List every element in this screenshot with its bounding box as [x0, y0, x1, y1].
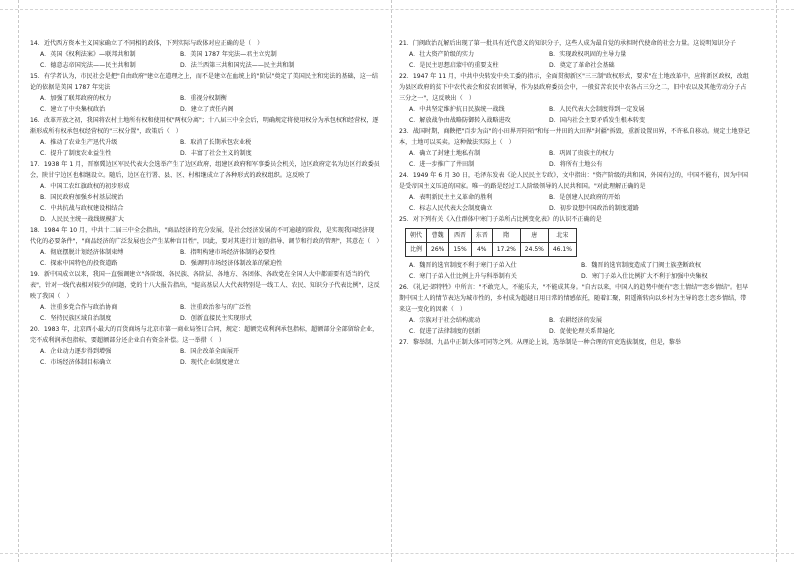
option-c[interactable]: C．建立了中央集权政治	[40, 106, 106, 113]
option-d[interactable]: D．奠定了革命社会基础	[549, 62, 615, 69]
question-25-options	[399, 260, 751, 282]
question-27-stem: 27．黎举制、九品中正制大体可同等之列。从理论上说，选举制是一种合理的官吏选拔制度，但是，黎举	[399, 339, 681, 346]
table-cell: 24.5%	[520, 243, 548, 257]
option-b[interactable]: B．国企改革全面展开	[180, 348, 240, 355]
option-b[interactable]: B．重视分权制衡	[180, 95, 227, 102]
question-18-options	[30, 247, 380, 269]
option-d[interactable]: D．丰富了社会主义的制度	[180, 150, 252, 157]
table-cell: 朝代	[406, 229, 427, 243]
table-cell: 唐	[520, 229, 548, 243]
table-cell: 北宋	[548, 229, 576, 243]
question-20-options	[30, 346, 380, 368]
option-a[interactable]: A．企业动力逐步得到增强	[40, 348, 112, 355]
option-d[interactable]: D．寒门子弟入仕比例扩大不利于加强中央集权	[581, 273, 708, 280]
option-a[interactable]: A．中共坚定维护抗日民族统一战线	[409, 106, 505, 113]
option-d[interactable]: D．强调明市场经济体制改革的紧迫性	[180, 260, 283, 267]
question-21-options	[399, 49, 751, 71]
option-b[interactable]: B．魏晋的选官制度造成了门阀士族垄断政权	[581, 262, 701, 269]
option-a[interactable]: A．宗族对于社会结构流动	[409, 317, 481, 324]
bottom-dashed-border	[0, 553, 794, 554]
left-margin-line	[18, 0, 19, 562]
option-c[interactable]: C．标志人民代表大会制度确立	[409, 205, 493, 212]
question-22-options	[399, 104, 751, 126]
right-margin-line	[776, 0, 777, 562]
option-b[interactable]: B．农耕经济的发展	[549, 317, 602, 324]
option-c[interactable]: C．是民主思想启蒙中的重要支柱	[409, 62, 499, 69]
question-25-table	[405, 228, 577, 257]
option-a[interactable]: A．中国工农红旗政权的初步形成	[40, 183, 130, 190]
question-16-options	[30, 137, 380, 159]
question-22-stem: 22．1947 年 11 月，中共中央转发中央工委的指示，全面贯彻新区"三三制"政权形式，要求"在土地改革中，应将新区政权，改组为县区政府的贫下中农代表会和贫农团领导，作为县政府委员会中，一般贫苦农民中农各占三分之二，旧中农以及其他劳动分子占三分之一"，这反映出（ ）	[399, 73, 749, 102]
option-a[interactable]: A．彻底摆脱计划经济体制束缚	[40, 249, 124, 256]
option-c[interactable]: C．探索中国特色的投资道路	[40, 260, 118, 267]
table-cell: 4%	[471, 243, 492, 257]
option-d[interactable]: D．将所有土地公有	[549, 161, 603, 168]
option-c[interactable]: C．提升了制度农业益生性	[40, 150, 112, 157]
table-cell: 东晋	[471, 229, 492, 243]
table-cell: 西晋	[449, 229, 471, 243]
table-header-row	[406, 229, 577, 243]
question-17-options	[30, 181, 380, 225]
option-d[interactable]: D．促使伦理关系普遍化	[549, 328, 615, 335]
question-26-options	[399, 315, 751, 337]
table-cell: 比例	[406, 243, 427, 257]
question-24-options	[399, 192, 751, 214]
option-b[interactable]: B．美国 1787 年宪法—君主立宪制	[180, 51, 277, 58]
option-d[interactable]: D．人民民主统一战线规模扩大	[40, 216, 124, 223]
question-23-options	[399, 148, 751, 170]
table-row	[406, 243, 577, 257]
question-15-stem: 15．有学者认为，市民社会是把"自由政府"建立在道理之上，而不是建立在血统上的"阶层"奠定了美国民主和宪法的基础，这一结论的依据是美国 1787 年宪法	[30, 73, 379, 91]
option-d[interactable]: D．初步设想中国政治的制度道路	[549, 205, 640, 212]
option-b[interactable]: B．国民政府加强乡村基层统治	[40, 194, 124, 201]
table-cell: 曹魏	[427, 229, 449, 243]
right-column	[399, 38, 751, 348]
question-19-options	[30, 302, 380, 324]
question-21-stem: 21．门阀政治瓦解后出现了第一批具有近代意义的知识分子，这些人成为最自觉的承担时代使命的社会力量。这说明知识分子	[399, 40, 736, 47]
table-cell: 15%	[449, 243, 471, 257]
question-16-stem: 16．改革开放之初，我国将农村土地所有权和使用权"两权分离"；十八届三中全会后，明确规定将使用权分为承包权和经营权，逐渐形成所有权承包权经营权的"三权分置"，政策后（ ）	[30, 117, 379, 135]
question-20-stem: 20．1983 年，北京西小最大的百货商场与北京市第一商业局签订合同，规定：超额完成利润承包指标，超额部分全部留给企业，完不成利润承包指标，要超额部分还企业自有资金补偿。这一举措（ ）	[30, 326, 379, 344]
option-a[interactable]: A．加强了联邦政府的权力	[40, 95, 112, 102]
option-a[interactable]: A．表明新民主主义革命的胜利	[409, 194, 493, 201]
option-a[interactable]: A．推动了农业生产迅代升级	[40, 139, 118, 146]
question-15-options	[30, 93, 380, 115]
question-17-stem: 17．1938 年 1 月，晋察冀边区军民代表大会选举产生了边区政府，组建区政府和军事委员会机关，边区政府定名为边区行政委员会，陕甘宁边区也相继设立。随后，边区在行署、县、区、村相继成立了各种形式的政权组织。这反映了	[30, 161, 380, 179]
option-c[interactable]: C．市场经济体制目标确立	[40, 359, 112, 366]
option-c[interactable]: C．进一步推广了井田制	[409, 161, 475, 168]
question-25-stem: 25．对下列有关《入仕群体中寒门子弟所占比例变化表》的认识不正确的是	[399, 216, 602, 223]
option-d[interactable]: D．现代企业制度建立	[180, 359, 240, 366]
table-cell: 26%	[427, 243, 449, 257]
table-cell: 46.1%	[548, 243, 576, 257]
option-c[interactable]: C．中共抗战与政权建设相结合	[40, 205, 124, 212]
question-26-stem: 26．《礼记·郊特牲》中所言："不敢完人，不能乐夫，"不能成其身。"自古以来，中国人的趋势中便有"恋土情结""恋乡情结"。但早期中国土人的情节表达为城市性的，乡村成为超越日用日常的情感依托，随着汇聚，阴遥渐转向以乡村为主导的恋土恋乡情结，带来这一变化的因素（ ）	[399, 284, 749, 313]
left-column	[30, 38, 383, 368]
option-b[interactable]: B．注重政治参与的广泛性	[180, 304, 252, 311]
option-c[interactable]: C．德意志帝国宪法——民主共和制	[40, 62, 136, 69]
question-19-stem: 19．新中国成立以来，我国一直强调建立"各阶级、各民族、各阶层、各地方、各团体、各政党在全国人大中都需要有适当的代表"，针对一线代表相对较少的问题，党的十八大报告指出，"提高基层人大代表特别是一线工人、农民、知识分子代表比例"，这反映了我国（ ）	[30, 271, 380, 300]
top-dashed-border	[0, 9, 794, 10]
option-a[interactable]: A．英国《权利法案》—联邦共和制	[40, 51, 136, 58]
question-14-stem: 14．近代西方资本主义国家确立了不同相的政体，下列实际与政体对应正确的是（ ）	[30, 40, 264, 47]
option-a[interactable]: A．魏晋的选官制度不利于寒门子弟入仕	[409, 262, 517, 269]
option-a[interactable]: A．确立了封建土地私有制	[409, 150, 481, 157]
option-d[interactable]: D．国内社会主要矛盾发生根本转变	[549, 117, 646, 124]
column-divider	[391, 0, 392, 562]
option-d[interactable]: D．建立了责任内阁	[180, 106, 234, 113]
option-b[interactable]: B．指明构建市场经济体制的必要性	[180, 249, 276, 256]
option-a[interactable]: A．壮大资产阶级的实力	[409, 51, 475, 58]
option-d[interactable]: D．创新直接民主实现形式	[180, 315, 252, 322]
question-14-options	[30, 49, 380, 71]
table-cell: 隋	[492, 229, 520, 243]
option-d[interactable]: D．法兰西第三共和国宪法——民主共和制	[180, 62, 295, 69]
table-cell: 17.2%	[492, 243, 520, 257]
option-b[interactable]: B．是创建人民政府的开始	[549, 194, 621, 201]
option-c[interactable]: C．坚持民族区域自治制度	[40, 315, 112, 322]
option-a[interactable]: A．注重多党合作与政治协商	[40, 304, 118, 311]
question-24-stem: 24．1949 年 6 月 30 日，毛泽东发表《论人民民主专政》，文中指出："资产阶级的共和国，外国有过的，中国不能有，因为中国是受帝国主义压迫的国家。唯一的路是经过工人阶级领导的人民共和国。"对此理解正确的是	[399, 172, 749, 190]
option-c[interactable]: C．寒门子弟入仕比例上升与科举制有关	[409, 273, 517, 280]
option-c[interactable]: C．解放战争由战略防御转入战略进攻	[409, 117, 511, 124]
option-b[interactable]: B．人民代表大会制度得到一定发展	[549, 106, 645, 113]
question-23-stem: 23．战国时期，商鞅把"百步为亩"的小田界开阡陌"和每一井田的大田界"封疆"拆毁，重新设置田界，不许私自移动。规定土地登记本，土地可以买卖。这种做法实际上（ ）	[399, 128, 750, 146]
option-b[interactable]: B．取消了长期承包农业税	[180, 139, 252, 146]
option-c[interactable]: C．促进了法律制度的创新	[409, 328, 481, 335]
option-b[interactable]: B．实现政权巩固的主导力量	[549, 51, 627, 58]
question-18-stem: 18．1984 年 10 月，中共十二届三中全会指出，"商品经济的充分发展，是社会经济发展的不可逾越的阶段，是实现我国经济现代化的必要条件"，"商品经济的广泛发展也会产生某种盲目性"，因此，要对其进行计划的指导、调节和行政的管理"，其意在（ ）	[30, 227, 383, 245]
option-b[interactable]: B．巩固了贵族主的权力	[549, 150, 615, 157]
